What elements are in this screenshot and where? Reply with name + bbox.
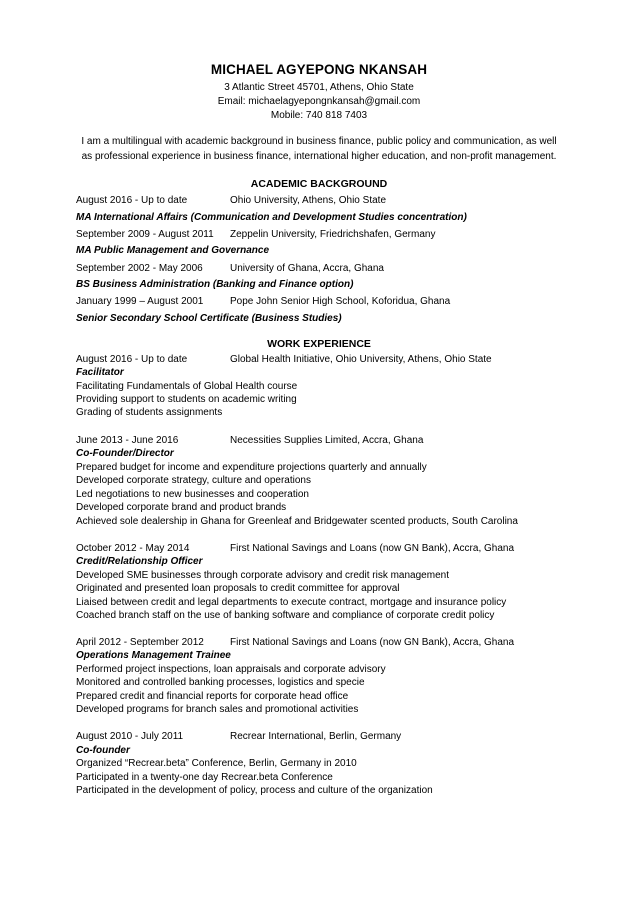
- academic-entry-date-line: [76, 194, 386, 207]
- academic-entry-date-line: [76, 295, 450, 308]
- entry-date: October 2012 - May 2014: [76, 543, 190, 554]
- work-section-title: WORK EXPERIENCE: [267, 338, 371, 350]
- email-line: Email: michaelagyepongnkansah@gmail.com: [217, 96, 421, 107]
- entry-date: January 1999 – August 2001: [76, 296, 204, 307]
- duty-item: Prepared budget for income and expenditure projections quarterly and annually: [76, 462, 427, 473]
- duty-item: Grading of students assignments: [76, 407, 223, 418]
- entry-organization: First National Savings and Loans (now GN Bank), Accra, Ghana: [230, 637, 515, 648]
- resume-name: MICHAEL AGYEPONG NKANSAH: [210, 62, 428, 77]
- entry-institution: Zeppelin University, Friedrichshafen, Germany: [230, 229, 436, 240]
- duty-item: Participated in a twenty-one day Recrear.beta Conference: [76, 772, 333, 783]
- academic-entry-date-line: [76, 228, 435, 241]
- entry-date: August 2016 - Up to date: [76, 354, 188, 365]
- duty-item: Organized “Recrear.beta” Conference, Berlin, Germany in 2010: [76, 758, 357, 769]
- address-line: 3 Atlantic Street 45701, Athens, Ohio State: [224, 82, 414, 93]
- entry-date: September 2009 - August 2011: [76, 229, 214, 240]
- entry-date: August 2010 - July 2011: [76, 731, 184, 742]
- work-entry-date-line: [76, 730, 401, 743]
- entry-organization: First National Savings and Loans (now GN Bank), Accra, Ghana: [230, 543, 515, 554]
- duty-item: Developed corporate brand and product brands: [76, 502, 287, 513]
- academic-section-title: ACADEMIC BACKGROUND: [250, 178, 388, 190]
- duty-item: Achieved sole dealership in Ghana for Greenleaf and Bridgewater scented products, South Carolina: [76, 516, 518, 527]
- duty-item: Prepared credit and financial reports for corporate head office: [76, 691, 349, 702]
- entry-date: April 2012 - September 2012: [76, 637, 204, 648]
- duty-item: Originated and presented loan proposals to credit committee for approval: [76, 583, 400, 594]
- work-role: Facilitator: [76, 367, 124, 378]
- work-entry-date-line: [76, 434, 423, 447]
- academic-degree: BS Business Administration (Banking and Finance option): [76, 279, 354, 290]
- entry-institution: University of Ghana, Accra, Ghana: [230, 263, 384, 274]
- work-role: Operations Management Trainee: [76, 650, 231, 661]
- entry-institution: Ohio University, Athens, Ohio State: [230, 195, 387, 206]
- entry-date: September 2002 - May 2006: [76, 263, 203, 274]
- entry-organization: Global Health Initiative, Ohio University, Athens, Ohio State: [230, 354, 492, 365]
- duty-item: Liaised between credit and legal departments to execute contract, mortgage and insurance policy: [76, 597, 507, 608]
- entry-organization: Necessities Supplies Limited, Accra, Ghana: [230, 435, 424, 446]
- duty-item: Monitored and controlled banking processes, logistics and specie: [76, 677, 365, 688]
- academic-degree: MA Public Management and Governance: [76, 245, 270, 256]
- duty-item: Led negotiations to new businesses and cooperation: [76, 489, 309, 500]
- academic-entry-date-line: [76, 262, 384, 275]
- duty-item: Developed corporate strategy, culture and operations: [76, 475, 311, 486]
- work-entry-date-line: [76, 636, 514, 649]
- entry-date: August 2016 - Up to date: [76, 195, 188, 206]
- summary-paragraph: I am a multilingual with academic background in business finance, public policy and communication, as well as professional experience in business finance, international higher education, and non-profit management.: [81, 136, 557, 162]
- work-entry-date-line: [76, 353, 492, 366]
- entry-organization: Recrear International, Berlin, Germany: [230, 731, 402, 742]
- work-role: Co-Founder/Director: [76, 448, 174, 459]
- duty-item: Developed programs for branch sales and promotional activities: [76, 704, 359, 715]
- academic-degree: Senior Secondary School Certificate (Business Studies): [76, 313, 342, 324]
- duty-item: Coached branch staff on the use of banking software and compliance of corporate credit policy: [76, 610, 495, 621]
- mobile-line: Mobile: 740 818 7403: [270, 110, 368, 121]
- work-role: Credit/Relationship Officer: [76, 556, 203, 567]
- duty-item: Participated in the development of policy, process and culture of the organization: [76, 785, 433, 796]
- academic-degree: MA International Affairs (Communication and Development Studies concentration): [76, 212, 467, 223]
- duty-item: Facilitating Fundamentals of Global Health course: [76, 381, 298, 392]
- entry-institution: Pope John Senior High School, Koforidua, Ghana: [230, 296, 451, 307]
- duty-item: Performed project inspections, loan appraisals and corporate advisory: [76, 664, 386, 675]
- duty-item: Developed SME businesses through corporate advisory and credit risk management: [76, 570, 449, 581]
- work-role: Co-founder: [76, 745, 130, 756]
- entry-date: June 2013 - June 2016: [76, 435, 179, 446]
- duty-item: Providing support to students on academic writing: [76, 394, 297, 405]
- work-entry-date-line: [76, 542, 514, 555]
